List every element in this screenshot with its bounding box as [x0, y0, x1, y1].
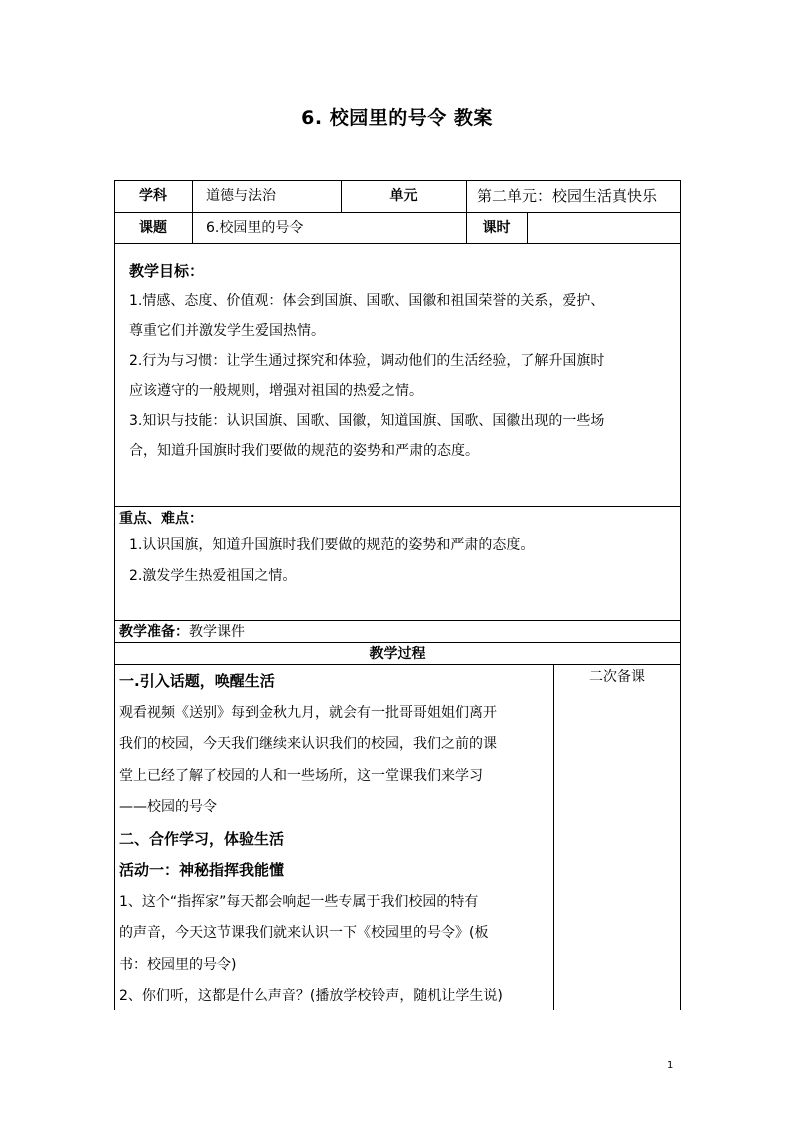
- section2-title: 二、合作学习，体验生活: [119, 829, 285, 848]
- objective-line: 应该遵守的一般规则，增强对祖国的热爱之情。: [129, 383, 423, 399]
- document-title: 6. 校园里的号令 教案: [301, 107, 493, 129]
- objective-line: 2.行为与习惯：让学生通过探究和体验，调动他们的生活经验，了解升国旗时: [129, 353, 605, 369]
- key-point-line: 1.认识国旗，知道升国旗时我们要做的规范的姿势和严肃的态度。: [129, 537, 535, 553]
- key-points-heading: 重点、难点：: [119, 511, 203, 527]
- subject-value: 道德与法治: [206, 188, 276, 204]
- section1-line: ——校园的号令: [119, 799, 217, 815]
- unit-value: 第二单元：校园生活真快乐: [477, 187, 658, 205]
- objectives-heading: 教学目标：: [129, 262, 205, 280]
- process-heading: 教学过程: [369, 646, 426, 662]
- key-point-line: 2.激发学生热爱祖国之情。: [129, 568, 297, 584]
- process-content: [119, 666, 503, 1013]
- preparation-value: 教学课件: [189, 624, 245, 640]
- section1-line: 观看视频《送别》每到金秋九月，就会有一批哥哥姐姐们离开: [119, 704, 497, 721]
- objectives-text: [129, 286, 604, 466]
- objective-line: 合，知道升国旗时我们要做的规范的姿势和严肃的态度。: [129, 443, 479, 459]
- activity1-line: 2、你们听，这都是什么声音？(播放学校铃声，随机让学生说): [119, 988, 503, 1004]
- second-prep-heading: 二次备课: [589, 669, 645, 685]
- section1-title: 一.引入话题，唤醒生活: [119, 672, 275, 690]
- period-label: 课时: [482, 220, 511, 236]
- activity1-line: 的声音，今天这节课我们就来认识一下《校园里的号令》(板: [119, 925, 489, 941]
- activity1-line: 书：校园里的号令): [119, 956, 237, 973]
- page-number: 1: [667, 1060, 674, 1071]
- objective-line: 3.知识与技能：认识国旗、国歌、国徽，知道国旗、国歌、国徽出现的一些场: [129, 413, 605, 429]
- objective-line: 尊重它们并激发学生爱国热情。: [129, 323, 325, 339]
- activity1-title: 活动一：神秘指挥我能懂: [119, 861, 285, 879]
- preparation-row: [119, 623, 245, 641]
- section1-line: 我们的校园，今天我们继续来认识我们的校园，我们之前的课: [119, 736, 497, 752]
- activity1-line: 1、这个“指挥家”每天都会响起一些专属于我们校园的特有: [119, 893, 479, 910]
- subject-label: 学科: [139, 188, 167, 204]
- lesson-value: 6.校园里的号令: [206, 220, 304, 236]
- preparation-label: 教学准备：: [119, 624, 189, 640]
- lesson-label: 课题: [139, 220, 167, 236]
- section1-line: 堂上已经了解了校园的人和一些场所，这一堂课我们来学习: [119, 767, 483, 784]
- objective-line: 1.情感、态度、价值观：体会到国旗、国歌、国徽和祖国荣誉的关系，爱护、: [129, 293, 605, 309]
- unit-label: 单元: [389, 188, 418, 204]
